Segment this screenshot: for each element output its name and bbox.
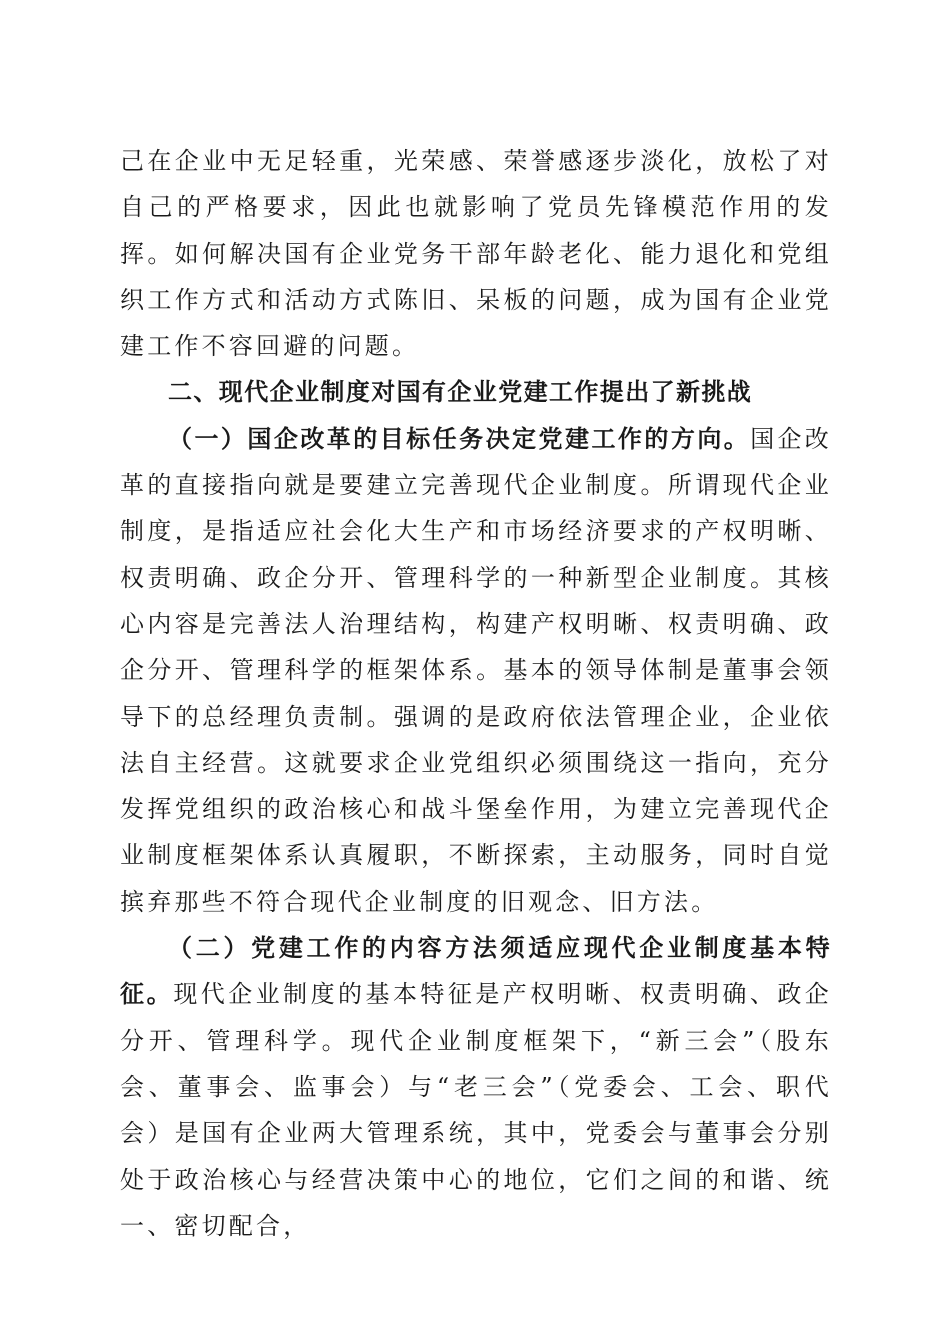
paragraph-section-2-body: 现代企业制度的基本特征是产权明晰、权责明确、政企分开、管理科学。现代企业制度框架下，“新三会”（股东会、董事会、监事会）与“老三会”（党委会、工会、职代会）是国有企业两大管理系统，其中，党委会与董事会分别处于政治核心与经营决策中心的地位，它们之间的和谐、统一、密切配合，: [120, 980, 832, 1240]
sub-heading-2: （二）党建工作的内容方法须适应现代企业制度基本特征。: [120, 934, 832, 1009]
paragraph-section-1: [120, 416, 832, 925]
paragraph-continuation: 己在企业中无足轻重，光荣感、荣誉感逐步淡化，放松了对自己的严格要求，因此也就影响了党员先锋模范作用的发挥。如何解决国有企业党务干部年龄老化、能力退化和党组织工作方式和活动方式陈旧、呆板的问题，成为国有企业党建工作不容回避的问题。: [120, 147, 832, 361]
paragraph-section-2: [120, 925, 832, 1249]
sub-heading-1: （一）国企改革的目标任务决定党建工作的方向。: [168, 424, 751, 453]
section-heading: 二、现代企业制度对国有企业党建工作提出了新挑战: [168, 378, 753, 407]
paragraph-section-1-body: 国企改革的直接指向就是要建立完善现代企业制度。所谓现代企业制度，是指适应社会化大生产和市场经济要求的产权明晰、权责明确、政企分开、管理科学的一种新型企业制度。其核心内容是完善法人治理结构，构建产权明晰、权责明确、政企分开、管理科学的框架体系。基本的领导体制是董事会领导下的总经理负责制。强调的是政府依法管理企业，企业依法自主经营。这就要求企业党组织必须围绕这一指向，充分发挥党组织的政治核心和战斗堡垒作用，为建立完善现代企业制度框架体系认真履职，不断探索，主动服务，同时自觉摈弃那些不符合现代企业制度的旧观念、旧方法。: [120, 424, 832, 916]
document-body: [120, 138, 832, 1249]
